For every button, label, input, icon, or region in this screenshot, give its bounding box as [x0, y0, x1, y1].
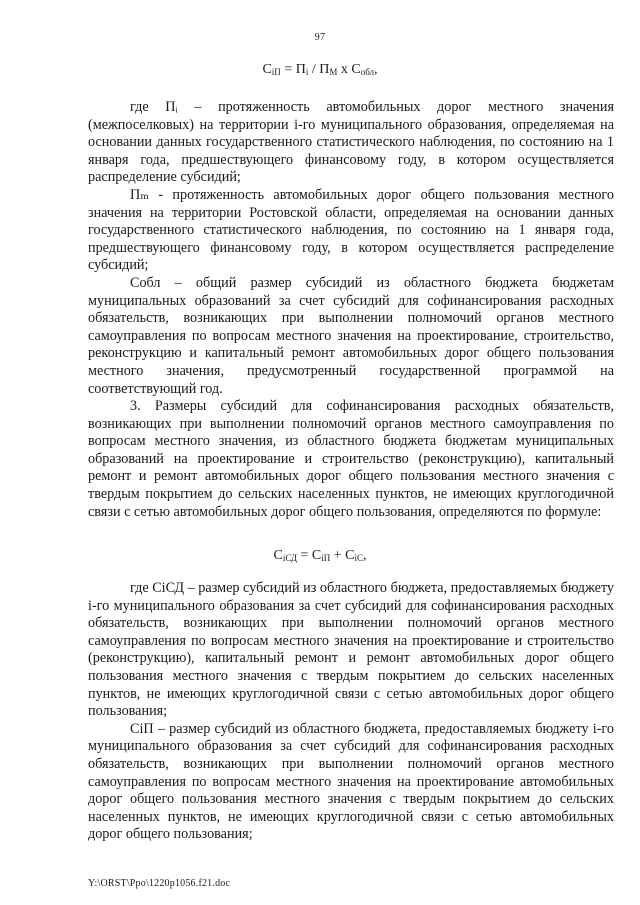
paragraph-def-sobl: Собл – общий размер субсидий из областного бюджета бюджетам муниципальных образований за счет субсидий для софинансирования расходных обязательств, возникающих при выполнении полномочий органов местного самоуправления по вопросам местного значения на проектирование, строительство, реконструкцию и капитальный ремонт автомобильных дорог общего пользования местного значения, предусмотренный государственной программой на соответствующий год.	[88, 274, 614, 397]
formula-symbol: = С	[297, 548, 322, 563]
formula-subscript: iП	[271, 67, 281, 77]
formula-punctuation: ,	[363, 548, 367, 563]
paragraph-def-pm: Пₘ - протяженность автомобильных дорог общего пользования местного значения на территории Ростовской области, определяемая на основании данных государственного статистического наблюдения, по состоянию на 1 января года, предшествующего финансовому году, в котором осуществляется распределение субсидий;	[88, 186, 614, 274]
formula-symbol: х С	[337, 62, 361, 77]
page-number: 97	[314, 32, 326, 43]
formula-subscript: М	[329, 67, 338, 77]
formula-subscript: iС	[354, 553, 364, 563]
formula-symbol: = П	[280, 62, 306, 77]
formula-symbol: С	[262, 62, 272, 77]
formula-subscript: i	[305, 67, 309, 77]
footer-file-path: Y:\ORST\Ppo\1220p1056.f21.doc	[88, 878, 231, 889]
paragraph-def-sip: СiП – размер субсидий из областного бюджета, предоставляемых бюджету i-го муниципального образования за счет субсидий для софинансирования расходных обязательств, возникающих при выполнении полномочий органов местного самоуправления по вопросам местного значения на проектирование автомобильных дорог общего пользования местного значения с твердым покрытием до сельских населенных пунктов, не имеющих круглогодичной связи с сетью автомобильных дорог общего пользования;	[88, 720, 614, 843]
formula-subscript: обл	[360, 67, 375, 77]
formula-subscript: iП	[321, 553, 331, 563]
paragraph-def-sisd: где СiСД – размер субсидий из областного бюджета, предоставляемых бюджету i-го муниципального образования за счет субсидий для софинансирования расходных обязательств, возникающих при выполнении полномочий органов местного самоуправления по вопросам местного значения на проектирование и строительство (реконструкцию), капитальный ремонт и ремонт автомобильных дорог общего пользования местного значения с твердым покрытием до сельских населенных пунктов, не имеющих круглогодичной связи с сетью автомобильных дорог общего пользования;	[88, 580, 614, 720]
definitions-block-1	[88, 99, 614, 521]
formula-subsidy-design	[0, 62, 640, 78]
paragraph-clause-3: 3. Размеры субсидий для софинансирования расходных обязательств, возникающих при выполнении полномочий органов местного самоуправления по вопросам местного значения, из областного бюджета бюджетам муниципальных образований на проектирование и строительство (реконструкцию), капитальный ремонт и ремонт автомобильных дорог общего пользования местного значения с твердым покрытием до сельских населенных пунктов, не имеющих круглогодичной связи с сетью автомобильных дорог общего пользования, определяются по формуле:	[88, 398, 614, 520]
paragraph-def-pi: где Пᵢ – протяженность автомобильных дорог местного значения (межпоселковых) на территории i-го муниципального образования, определяемая на основании данных государственного статистического наблюдения, по состоянию на 1 января года, предшествующего финансовому году, в котором осуществляется распределение субсидий;	[88, 99, 614, 186]
definitions-block-2	[88, 580, 614, 844]
formula-symbol: / П	[308, 62, 330, 77]
formula-punctuation: ,	[374, 62, 378, 77]
formula-subscript: iСД	[282, 553, 298, 563]
formula-symbol: + С	[330, 548, 355, 563]
formula-subsidy-total	[0, 548, 640, 564]
formula-symbol: С	[273, 548, 283, 563]
